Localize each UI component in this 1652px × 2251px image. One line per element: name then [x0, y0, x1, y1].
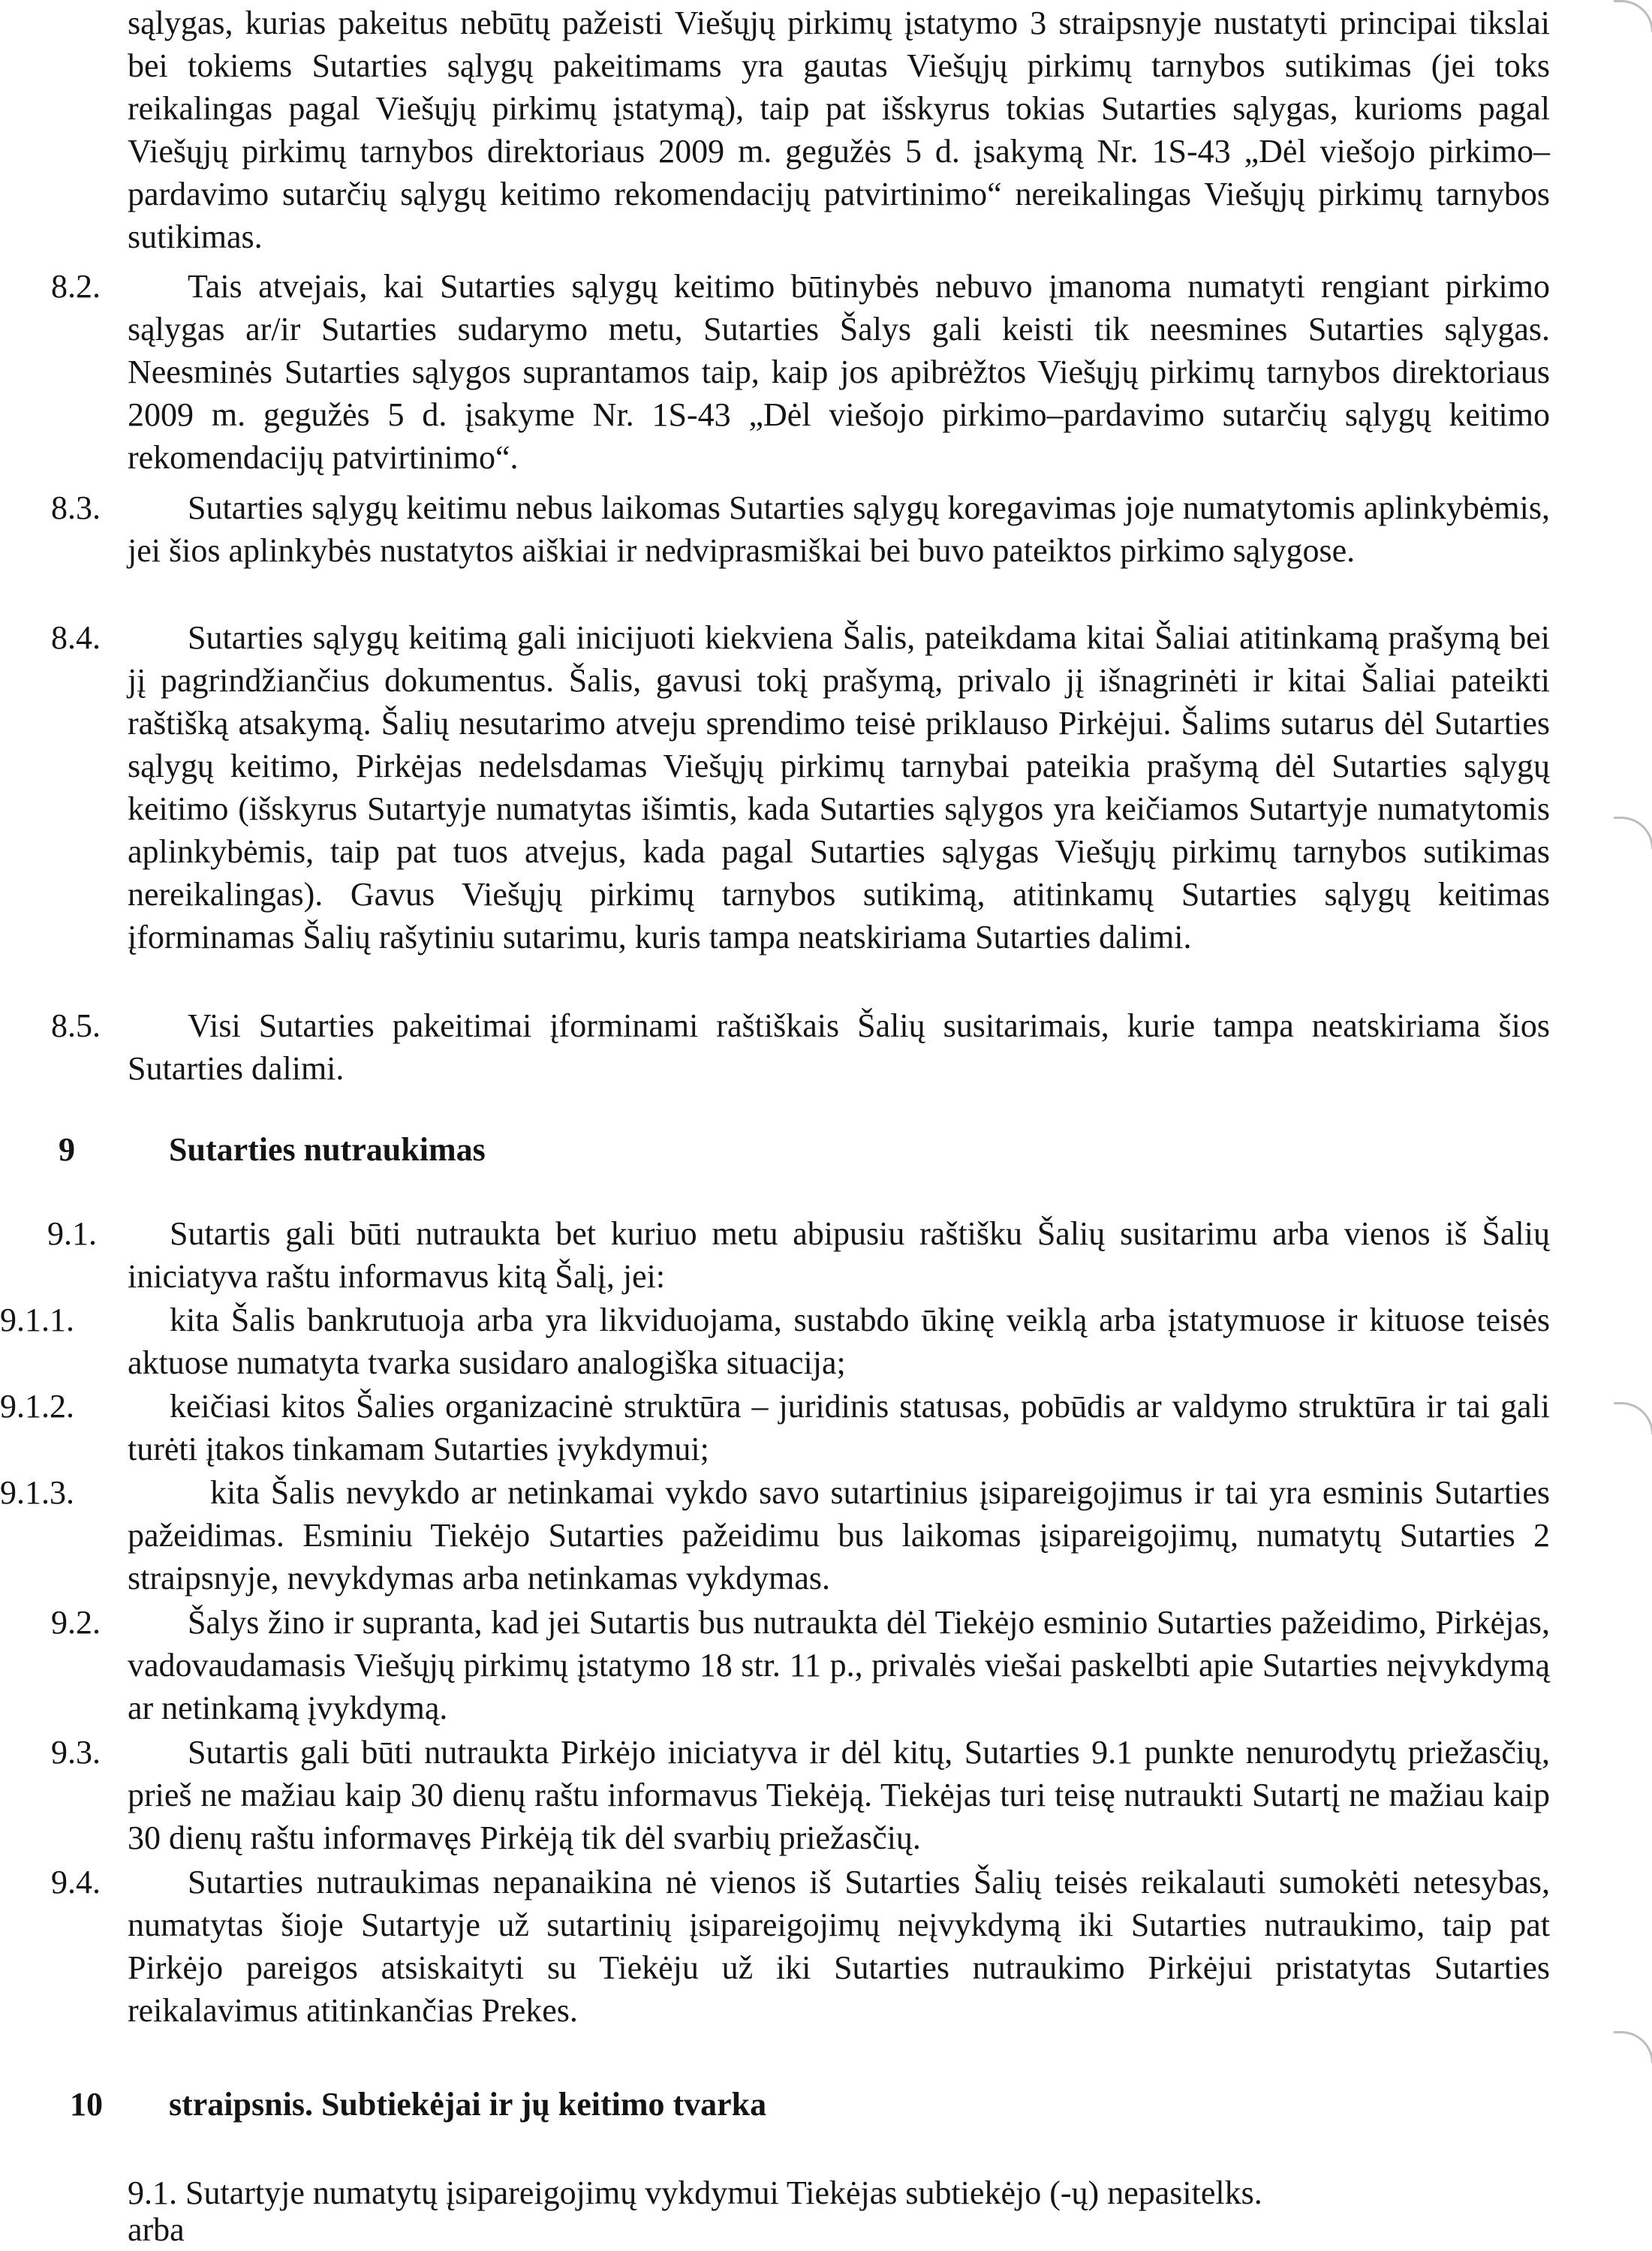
clause-9-1-2: 9.1.2. keičiasi kitos Šalies organizacinė struktūra – juridinis statusas, pobūdis ar valdymo struktūra ir tai gali turėti įtakos tinkamam Sutarties įvykdymui;: [0, 1388, 1550, 1467]
clause-9-1-3: 9.1.3. kita Šalis nevykdo ar netinkamai vykdo savo sutartinius įsipareigojimus ir tai yra esminis Sutarties pažeidimas. Esminiu Tiekėjo Sutarties pažeidimu bus laikomas įsipareigojimų, numatytų Sutarties 2 straipsnyje, nevykdymas arba netinkamas vykdymas.: [0, 1474, 1550, 1596]
clause-10-or: [128, 2208, 1550, 2251]
clause-text: keičiasi kitos Šalies organizacinė struktūra – juridinis statusas, pobūdis ar valdymo struktūra ir tai gali turėti įtakos tinkamam Sutarties įvykdymui;: [128, 1388, 1550, 1467]
clause-text: kita Šalis nevykdo ar netinkamai vykdo savo sutartinius įsipareigojimus ir tai yra esminis Sutarties pažeidimas. Esminiu Tiekėjo Sutarties pažeidimu bus laikomas įsipareigojimų, numatytų Sutarties 2 straipsnyje, nevykdymas arba netinkamas vykdymas.: [128, 1474, 1550, 1596]
clause-9-2: 9.2. Šalys žino ir supranta, kad jei Sutartis bus nutraukta dėl Tiekėjo esminio Sutarties pažeidimo, Pirkėjas, vadovaudamasis Viešųjų pirkimų įstatymo 18 str. 11 p., privalės viešai paskelbti apie Sutarties neįvykdymą ar netinkamą įvykdymą.: [51, 1604, 1550, 1726]
clause-text: Sutarties sąlygų keitimą gali inicijuoti kiekviena Šalis, pateikdama kitai Šaliai atitinkamą prašymą bei jį pagrindžiančius dokumentus. Šalis, gavusi tokį prašymą, privalo jį išnagrinėti ir kitai Šaliai pateikti raštišką atsakymą. Šalių nesutarimo atveju sprendimo teisė priklauso Pirkėjui. Šalims sutarus dėl Sutarties sąlygų keitimo, Pirkėjas nedelsdamas Viešųjų pirkimų tarnybai pateikia prašymą dėl Sutarties sąlygų keitimo (išskyrus Sutartyje numatytas išimtis, kada Sutarties sąlygos yra keičiamos Sutartyje numatytomis aplinkybėmis, taip pat tuos atvejus, kada pagal Sutarties sąlygas Viešųjų pirkimų tarnybos sutikimas nereikalingas). Gavus Viešųjų pirkimų tarnybos sutikimą, atitinkamų Sutarties sąlygų keitimas įforminamas Šalių rašytiniu sutarimu, kuris tampa neatskiriama Sutarties dalimi.: [128, 619, 1550, 955]
clause-text: arba: [128, 2211, 185, 2248]
clause-9-3: 9.3. Sutartis gali būti nutraukta Pirkėjo iniciatyva ir dėl kitų, Sutarties 9.1 punkte nenurodytų priežasčių, prieš ne mažiau kaip 30 dienų raštu informavus Tiekėją. Tiekėjas turi teisę nutraukti Sutartį ne mažiau kaip 30 dienų raštu informavęs Pirkėją tik dėl svarbių priežasčių.: [51, 1734, 1550, 1856]
clause-text: Sutartis gali būti nutraukta Pirkėjo iniciatyva ir dėl kitų, Sutarties 9.1 punkte nenurodytų priežasčių, prieš ne mažiau kaip 30 dienų raštu informavus Tiekėją. Tiekėjas turi teisę nutraukti Sutartį ne mažiau kaip 30 dienų raštu informavęs Pirkėją tik dėl svarbių priežasčių.: [128, 1734, 1550, 1856]
clause-8-4: 8.4. Sutarties sąlygų keitimą gali inicijuoti kiekviena Šalis, pateikdama kitai Šaliai atitinkamą prašymą bei jį pagrindžiančius dokumentus. Šalis, gavusi tokį prašymą, privalo jį išnagrinėti ir kitai Šaliai pateikti raštišką atsakymą. Šalių nesutarimo atveju sprendimo teisė priklauso Pirkėjui. Šalims sutarus dėl Sutarties sąlygų keitimo, Pirkėjas nedelsdamas Viešųjų pirkimų tarnybai pateikia prašymą dėl Sutarties sąlygų keitimo (išskyrus Sutartyje numatytas išimtis, kada Sutarties sąlygos yra keičiamos Sutartyje numatytomis aplinkybėmis, taip pat tuos atvejus, kada pagal Sutarties sąlygas Viešųjų pirkimų tarnybos sutikimas nereikalingas). Gavus Viešųjų pirkimų tarnybos sutikimą, atitinkamų Sutarties sąlygų keitimas įforminamas Šalių rašytiniu sutarimu, kuris tampa neatskiriama Sutarties dalimi.: [51, 619, 1550, 955]
clause-text: Sutartis gali būti nutraukta bet kuriuo metu abipusiu raštišku Šalių susitarimu arba vienos iš Šalių iniciatyva raštu informavus kitą Šalį, jei:: [128, 1215, 1550, 1295]
clause-8-3: 8.3. Sutarties sąlygų keitimu nebus laikomas Sutarties sąlygų koregavimas joje numatytomis aplinkybėmis, jei šios aplinkybės nustatytos aiškiai ir nedviprasmiškai bei buvo pateiktos pirkimo sąlygose.: [51, 489, 1550, 569]
section-10-number: 10: [70, 2086, 103, 2123]
section-9-title: Sutarties nutraukimas: [169, 1131, 486, 1168]
clause-text: Sutarties nutraukimas nepanaikina nė vienos iš Sutarties Šalių teisės reikalauti sumokėti netesybas, numatytas šioje Sutartyje už sutartinių įsipareigojimų neįvykdymą iki Sutarties nutraukimo, taip pat Pirkėjo pareigos atsiskaityti su Tiekėju už iki Sutarties nutraukimo Pirkėjui pristatytas Sutarties reikalavimus atitinkančias Prekes.: [128, 1864, 1550, 2029]
clause-text: Sutarties sąlygų keitimu nebus laikomas Sutarties sąlygų koregavimas joje numatytomis aplinkybėmis, jei šios aplinkybės nustatytos aiškiai ir nedviprasmiškai bei buvo pateiktos pirkimo sąlygose.: [128, 489, 1550, 569]
clause-9-1-1: 9.1.1. kita Šalis bankrutuoja arba yra likviduojama, sustabdo ūkinę veiklą arba įstatymuose ir kituose teisės aktuose numatyta tvarka susidaro analogiška situacija;: [0, 1302, 1550, 1381]
clause-text: Visi Sutarties pakeitimai įforminami raštiškais Šalių susitarimais, kurie tampa neatskiriama šios Sutarties dalimi.: [128, 1007, 1550, 1087]
clause-text: 9.1. Sutartyje numatytų įsipareigojimų vykdymui Tiekėjas subtiekėjo (-ų) nepasitelks.: [128, 2174, 1262, 2211]
clause-text: kita Šalis bankrutuoja arba yra likviduojama, sustabdo ūkinę veiklą arba įstatymuose ir kituose teisės aktuose numatyta tvarka susidaro analogiška situacija;: [128, 1302, 1550, 1381]
section-9-number: 9: [59, 1131, 75, 1168]
clause-text: Tais atvejais, kai Sutarties sąlygų keitimo būtinybės nebuvo įmanoma numatyti rengiant pirkimo sąlygas ar/ir Sutarties sudarymo metu, Sutarties Šalys gali keisti tik neesmines Sutarties sąlygas. Neesminės Sutarties sąlygos suprantamos taip, kaip jos apibrėžtos Viešųjų pirkimų tarnybos direktoriaus 2009 m. gegužės 5 d. įsakyme Nr. 1S-43 „Dėl viešojo pirkimo–pardavimo sutarčių sąlygų keitimo rekomendacijų patvirtinimo“.: [128, 268, 1550, 476]
clause-text: Šalys žino ir supranta, kad jei Sutartis bus nutraukta dėl Tiekėjo esminio Sutarties pažeidimo, Pirkėjas, vadovaudamasis Viešųjų pirkimų įstatymo 18 str. 11 p., privalės viešai paskelbti apie Sutarties neįvykdymą ar netinkamą įvykdymą.: [128, 1604, 1550, 1726]
scan-artifact: [1614, 2031, 1652, 2063]
clause-9-1: 9.1. Sutartis gali būti nutraukta bet kuriuo metu abipusiu raštišku Šalių susitarimu arba vienos iš Šalių iniciatyva raštu informavus kitą Šalį, jei:: [47, 1215, 1550, 1295]
section-10-title: straipsnis. Subtiekėjai ir jų keitimo tvarka: [169, 2086, 767, 2123]
clause-9-4: 9.4. Sutarties nutraukimas nepanaikina nė vienos iš Sutarties Šalių teisės reikalauti sumokėti netesybas, numatytas šioje Sutartyje už sutartinių įsipareigojimų neįvykdymą iki Sutarties nutraukimo, taip pat Pirkėjo pareigos atsiskaityti su Tiekėju už iki Sutarties nutraukimo Pirkėjui pristatytas Sutarties reikalavimus atitinkančias Prekes.: [51, 1864, 1550, 2029]
scan-artifact: [1614, 817, 1652, 849]
clause-8-1-continuation: [128, 2, 1550, 258]
clause-8-5: 8.5. Visi Sutarties pakeitimai įforminami raštiškais Šalių susitarimais, kurie tampa neatskiriama šios Sutarties dalimi.: [51, 1007, 1550, 1087]
scan-artifact: [1614, 1402, 1652, 1434]
clause-text: sąlygas, kurias pakeitus nebūtų pažeisti Viešųjų pirkimų įstatymo 3 straipsnyje nustatyti principai tikslai bei tokiems Sutarties sąlygų pakeitimams yra gautas Viešųjų pirkimų tarnybos sutikimas (jei toks reikalingas pagal Viešųjų pirkimų įstatymą), taip pat išskyrus tokias Sutarties sąlygas, kurioms pagal Viešųjų pirkimų tarnybos direktoriaus 2009 m. gegužės 5 d. įsakymą Nr. 1S-43 „Dėl viešojo pirkimo–pardavimo sutarčių sąlygų keitimo rekomendacijų patvirtinimo“ nereikalingas Viešųjų pirkimų tarnybos sutikimas.: [128, 5, 1550, 255]
scan-artifact: [1614, 0, 1652, 32]
clause-8-2: 8.2. Tais atvejais, kai Sutarties sąlygų keitimo būtinybės nebuvo įmanoma numatyti rengiant pirkimo sąlygas ar/ir Sutarties sudarymo metu, Sutarties Šalys gali keisti tik neesmines Sutarties sąlygas. Neesminės Sutarties sąlygos suprantamos taip, kaip jos apibrėžtos Viešųjų pirkimų tarnybos direktoriaus 2009 m. gegužės 5 d. įsakyme Nr. 1S-43 „Dėl viešojo pirkimo–pardavimo sutarčių sąlygų keitimo rekomendacijų patvirtinimo“.: [51, 268, 1550, 476]
